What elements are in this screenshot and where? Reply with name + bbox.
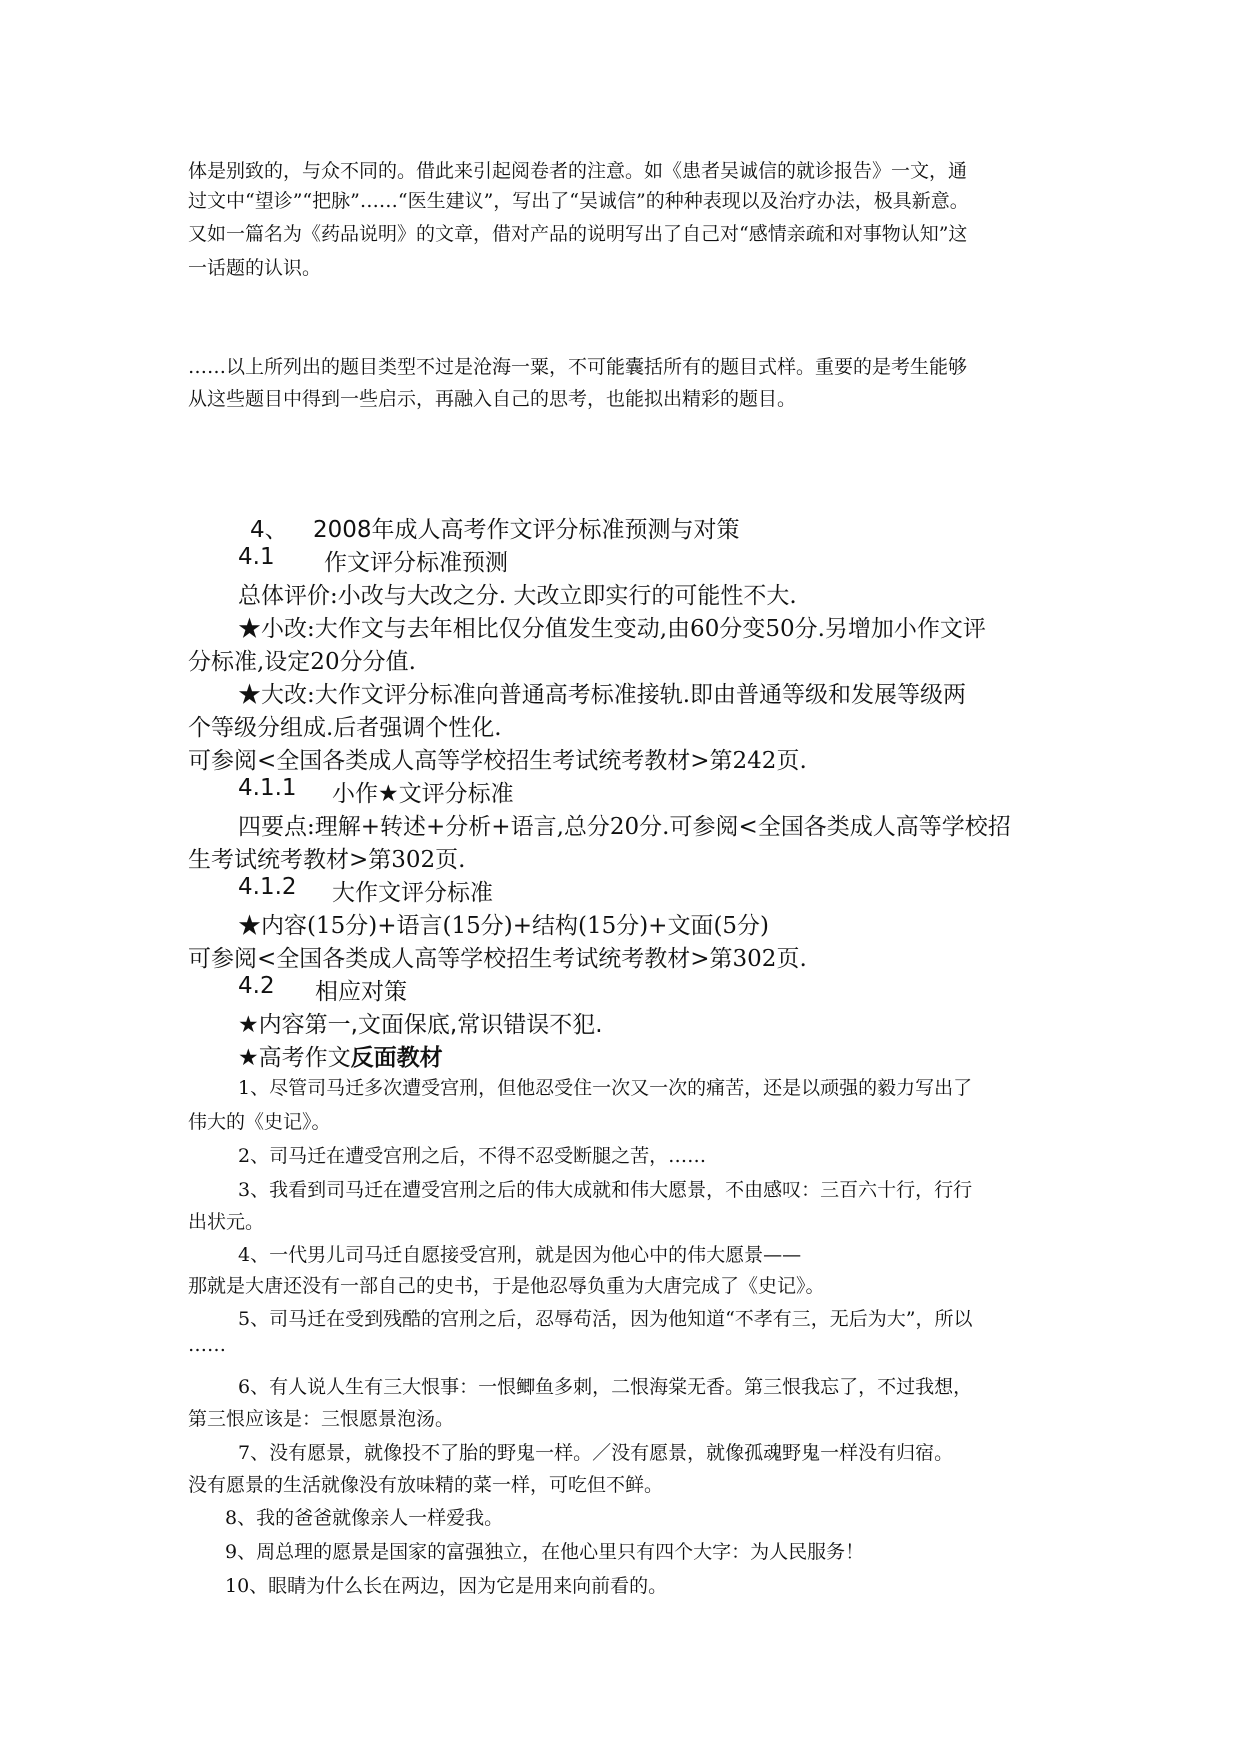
- example7-line1: 7、没有愿景，就像投不了胎的野鬼一样。／没有愿景，就像孤魂野鬼一样没有归宿。: [238, 1442, 954, 1464]
- reference-302: 可参阅<全国各类成人高等学校招生考试统考教材>第302页.: [188, 946, 807, 972]
- example5-line2: ……: [188, 1334, 226, 1356]
- section41-title: 作文评分标准预测: [324, 550, 508, 576]
- paragraph1-line2: 过文中“望诊”“把脉”……“医生建议”，写出了“吴诚信”的种种表现以及治疗办法，极具新意。: [188, 190, 969, 212]
- section42-number: 4.2: [238, 973, 275, 999]
- example3-line1: 3、我看到司马迁在遭受宫刑之后的伟大成就和伟大愿景，不由感叹：三百六十行，行行: [238, 1179, 973, 1201]
- section4-title: 2008年成人高考作文评分标准预测与对策: [313, 517, 740, 543]
- section4-number: 4、: [250, 517, 288, 543]
- example6-line1: 6、有人说人生有三大恨事：一恨鲫鱼多刺，二恨海棠无香。第三恨我忘了，不过我想，: [238, 1376, 973, 1398]
- example4-line1: 4、一代男儿司马迁自愿接受宫刑，就是因为他心中的伟大愿景——: [238, 1244, 802, 1266]
- example6-line2: 第三恨应该是：三恨愿景泡汤。: [188, 1408, 455, 1430]
- big-change-line1: ★大改:大作文评分标准向普通高考标准接轨.即由普通等级和发展等级两: [238, 682, 967, 708]
- example4-line2: 那就是大唐还没有一部自己的史书，于是他忍辱负重为大唐完成了《史记》。: [188, 1275, 825, 1297]
- paragraph1-line1: 体是别致的，与众不同的。借此来引起阅卷者的注意。如《患者吴诚信的就诊报告》一文，通: [188, 160, 968, 182]
- example7-line2: 没有愿景的生活就像没有放味精的菜一样，可吃但不鲜。: [188, 1474, 664, 1496]
- example10: 10、眼睛为什么长在两边，因为它是用来向前看的。: [225, 1575, 668, 1597]
- paragraph1-line4: 一话题的认识。: [188, 257, 322, 279]
- big-change-line2: 个等级分组成.后者强调个性化.: [188, 715, 502, 741]
- example1-line2: 伟大的《史记》。: [188, 1111, 331, 1133]
- example3-line2: 出状元。: [188, 1211, 265, 1233]
- paragraph2-line2: 从这些题目中得到一些启示，再融入自己的思考，也能拟出精彩的题目。: [188, 388, 797, 410]
- section411-number: 4.1.1: [238, 775, 297, 801]
- negative-examples-heading: [238, 1039, 443, 1072]
- small-change-line1: ★小改:大作文与去年相比仅分值发生变动,由60分变50分.另增加小作文评: [238, 616, 986, 642]
- negative-examples-prefix: ★高考作文: [238, 1045, 351, 1071]
- reference-242: 可参阅<全国各类成人高等学校招生考试统考教材>第242页.: [188, 748, 807, 774]
- paragraph1-line3: 又如一篇名为《药品说明》的文章，借对产品的说明写出了自己对“感情亲疏和对事物认知”这: [188, 223, 968, 245]
- example9: 9、周总理的愿景是国家的富强独立，在他心里只有四个大字：为人民服务！: [225, 1541, 865, 1563]
- content-first-line: ★内容第一,文面保底,常识错误不犯.: [238, 1012, 603, 1038]
- four-points-line2: 生考试统考教材>第302页.: [188, 847, 466, 873]
- paragraph2-line1: ……以上所列出的题目类型不过是沧海一粟，不可能囊括所有的题目式样。重要的是考生能够: [188, 356, 968, 378]
- scoring-breakdown: ★内容(15分)+语言(15分)+结构(15分)+文面(5分): [238, 913, 770, 939]
- example1-line1: 1、尽管司马迁多次遭受宫刑，但他忍受住一次又一次的痛苦，还是以顽强的毅力写出了: [238, 1077, 973, 1099]
- section411-title: 小作★文评分标准: [332, 781, 514, 807]
- overall-evaluation: 总体评价:小改与大改之分. 大改立即实行的可能性不大.: [238, 583, 797, 609]
- negative-examples-bold: 反面教材: [350, 1045, 443, 1071]
- example8: 8、我的爸爸就像亲人一样爱我。: [225, 1507, 504, 1529]
- four-points-line1: 四要点:理解+转述+分析+语言,总分20分.可参阅<全国各类成人高等学校招: [238, 814, 1011, 840]
- small-change-line2: 分标准,设定20分分值.: [188, 649, 416, 675]
- section42-title: 相应对策: [315, 979, 407, 1005]
- section41-number: 4.1: [238, 544, 275, 570]
- example5-line1: 5、司马迁在受到残酷的宫刑之后，忍辱苟活，因为他知道“不孝有三，无后为大”，所以: [238, 1308, 973, 1330]
- example2: 2、司马迁在遭受宫刑之后，不得不忍受断腿之苦，……: [238, 1145, 707, 1167]
- section412-number: 4.1.2: [238, 874, 297, 900]
- section412-title: 大作文评分标准: [332, 880, 493, 906]
